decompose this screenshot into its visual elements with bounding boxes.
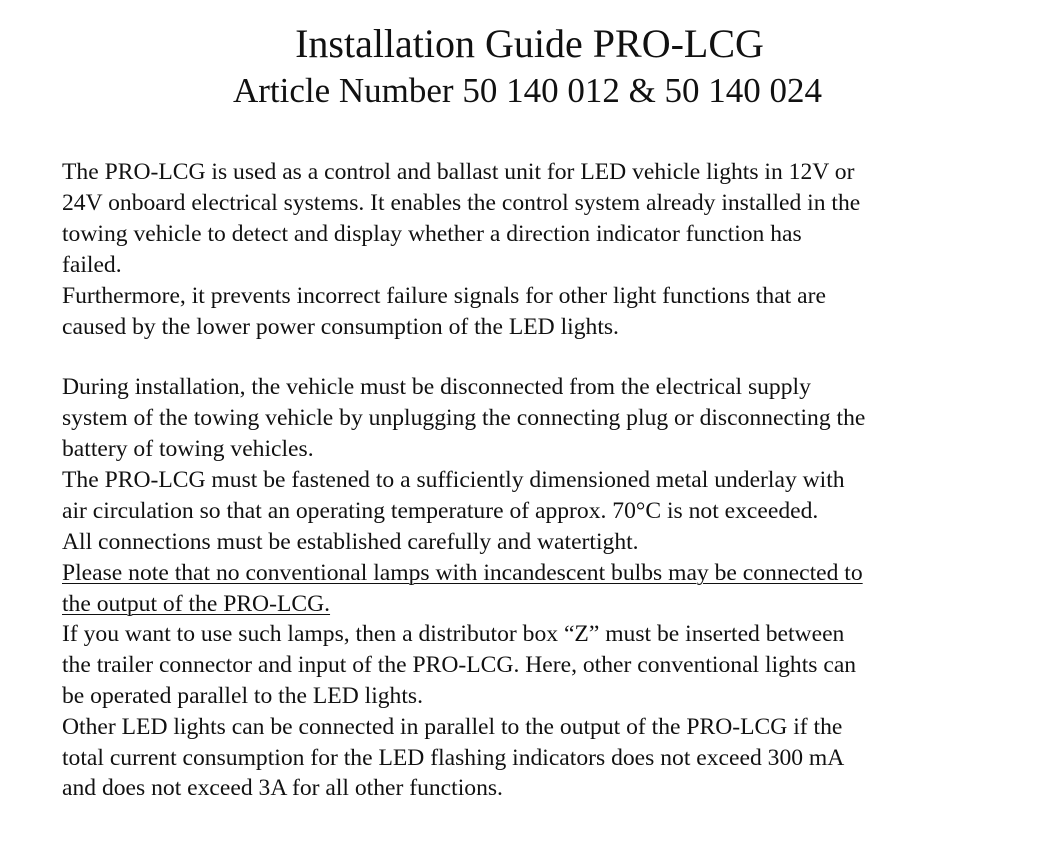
- text-line: the trailer connector and input of the PRO-LCG. Here, other conventional lights can: [62, 652, 857, 678]
- article-number-subtitle: Article Number 50 140 012 & 50 140 024: [232, 71, 823, 110]
- text-line: The PRO-LCG is used as a control and ballast unit for LED vehicle lights in 12V or: [62, 159, 855, 185]
- text-line: If you want to use such lamps, then a distributor box “Z” must be inserted between: [62, 621, 845, 647]
- warning-line-underlined: Please note that no conventional lamps with incandescent bulbs may be connected to: [62, 560, 863, 586]
- text-line: caused by the lower power consumption of the LED lights.: [62, 314, 619, 340]
- text-line: Furthermore, it prevents incorrect failure signals for other light functions that are: [62, 283, 826, 309]
- text-line: be operated parallel to the LED lights.: [62, 683, 423, 709]
- page-title: Installation Guide PRO-LCG: [295, 21, 764, 66]
- text-line: All connections must be established carefully and watertight.: [62, 529, 639, 555]
- warning-line-underlined: the output of the PRO-LCG.: [62, 591, 331, 617]
- text-line: During installation, the vehicle must be disconnected from the electrical supply: [62, 374, 811, 400]
- text-line: system of the towing vehicle by unplugging the connecting plug or disconnecting the: [62, 405, 866, 431]
- text-line: and does not exceed 3A for all other functions.: [62, 775, 503, 801]
- text-line: 24V onboard electrical systems. It enables the control system already installed in the: [62, 190, 861, 216]
- text-line: failed.: [62, 252, 122, 278]
- text-line: The PRO-LCG must be fastened to a sufficiently dimensioned metal underlay with: [62, 467, 845, 493]
- text-line: battery of towing vehicles.: [62, 436, 314, 462]
- text-line: total current consumption for the LED flashing indicators does not exceed 300 mA: [62, 745, 845, 771]
- text-line: Other LED lights can be connected in parallel to the output of the PRO-LCG if the: [62, 714, 843, 740]
- text-line: towing vehicle to detect and display whether a direction indicator function has: [62, 221, 802, 247]
- text-line: air circulation so that an operating temperature of approx. 70°C is not exceeded.: [62, 498, 819, 524]
